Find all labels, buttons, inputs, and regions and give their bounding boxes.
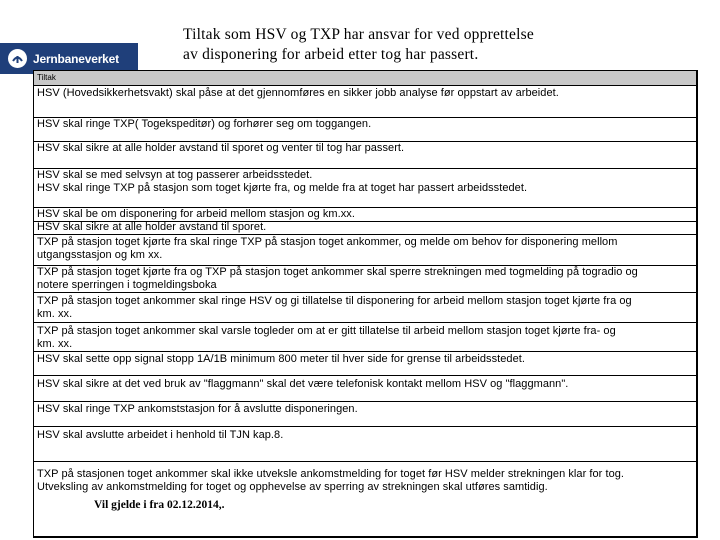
table-line: TXP på stasjon toget ankommer skal varsle togleder om at er gitt tillatelse til arbeid mellom stasjon toget kjørte fra- og xyxy=(37,325,616,337)
table-header: Tiltak xyxy=(34,71,696,86)
table-line: HSV skal sikre at alle holder avstand til sporet. xyxy=(37,221,267,233)
table-line: TXP på stasjon toget kjørte fra skal ringe TXP på stasjon toget ankommer, og melde om behov for disponering mellom xyxy=(37,236,618,248)
table-line: TXP på stasjon toget kjørte fra og TXP på stasjon toget ankommer skal sperre strekningen med togmelding på togradio og xyxy=(37,266,638,278)
table-line: HSV skal sikre at det ved bruk av "flaggmann" skal det være telefonisk kontakt mellom HSV og "flaggmann". xyxy=(37,378,569,390)
table-line: HSV skal avslutte arbeidet i henhold til TJN kap.8. xyxy=(37,429,284,441)
row-divider xyxy=(34,322,696,323)
row-divider xyxy=(34,461,696,462)
table-line: TXP på stasjonen toget ankommer skal ikke utveksle ankomstmelding for toget før HSV melder strekningen klar for tog. xyxy=(37,468,625,480)
table-line: Utveksling av ankomstmelding for toget og opphevelse av sperring av strekningen skal utføres samtidig. xyxy=(37,481,548,493)
table-line: utgangsstasjon og km xx. xyxy=(37,249,163,261)
title-line-2: av disponering for arbeid etter tog har passert. xyxy=(183,46,479,63)
row-divider xyxy=(34,234,696,235)
table-line: notere sperringen i togmeldingsboka xyxy=(37,279,217,291)
row-divider xyxy=(34,401,696,402)
row-divider xyxy=(34,375,696,376)
row-divider xyxy=(34,426,696,427)
table-line: HSV skal ringe TXP( Togekspeditør) og forhører seg om toggangen. xyxy=(37,118,372,130)
measures-table xyxy=(33,70,698,538)
row-divider xyxy=(34,351,696,352)
table-line: HSV skal sikre at alle holder avstand til sporet og venter til tog har passert. xyxy=(37,142,405,154)
effective-date-note: Vil gjelde i fra 02.12.2014,. xyxy=(94,499,225,511)
row-divider xyxy=(34,292,696,293)
table-line: km. xx. xyxy=(37,308,73,320)
table-line: HSV (Hovedsikkerhetsvakt) skal påse at det gjennomføres en sikker jobb analyse før oppstart av arbeidet. xyxy=(37,87,559,99)
page-title xyxy=(183,25,603,65)
table-line: HSV skal sette opp signal stopp 1A/1B minimum 800 meter til hver side for grense til arbeidsstedet. xyxy=(37,353,525,365)
table-line: TXP på stasjon toget ankommer skal ringe HSV og gi tillatelse til disponering for arbeid mellom stasjon toget kjørte fra og xyxy=(37,295,632,307)
table-line: km. xx. xyxy=(37,338,73,350)
table-line: HSV skal be om disponering for arbeid mellom stasjon og km.xx. xyxy=(37,208,355,220)
title-line-1: Tiltak som HSV og TXP har ansvar for ved opprettelse xyxy=(183,26,534,43)
jernbaneverket-logo-icon xyxy=(8,49,27,68)
logo-wordmark: Jernbaneverket xyxy=(33,51,119,66)
table-line: HSV skal ringe TXP ankomststasjon for å avslutte disponeringen. xyxy=(37,403,358,415)
table-line: HSV skal ringe TXP på stasjon som toget kjørte fra, og melde fra at toget har passert arbeidsstedet. xyxy=(37,182,528,194)
table-line: HSV skal se med selvsyn at tog passerer arbeidsstedet. xyxy=(37,169,313,181)
